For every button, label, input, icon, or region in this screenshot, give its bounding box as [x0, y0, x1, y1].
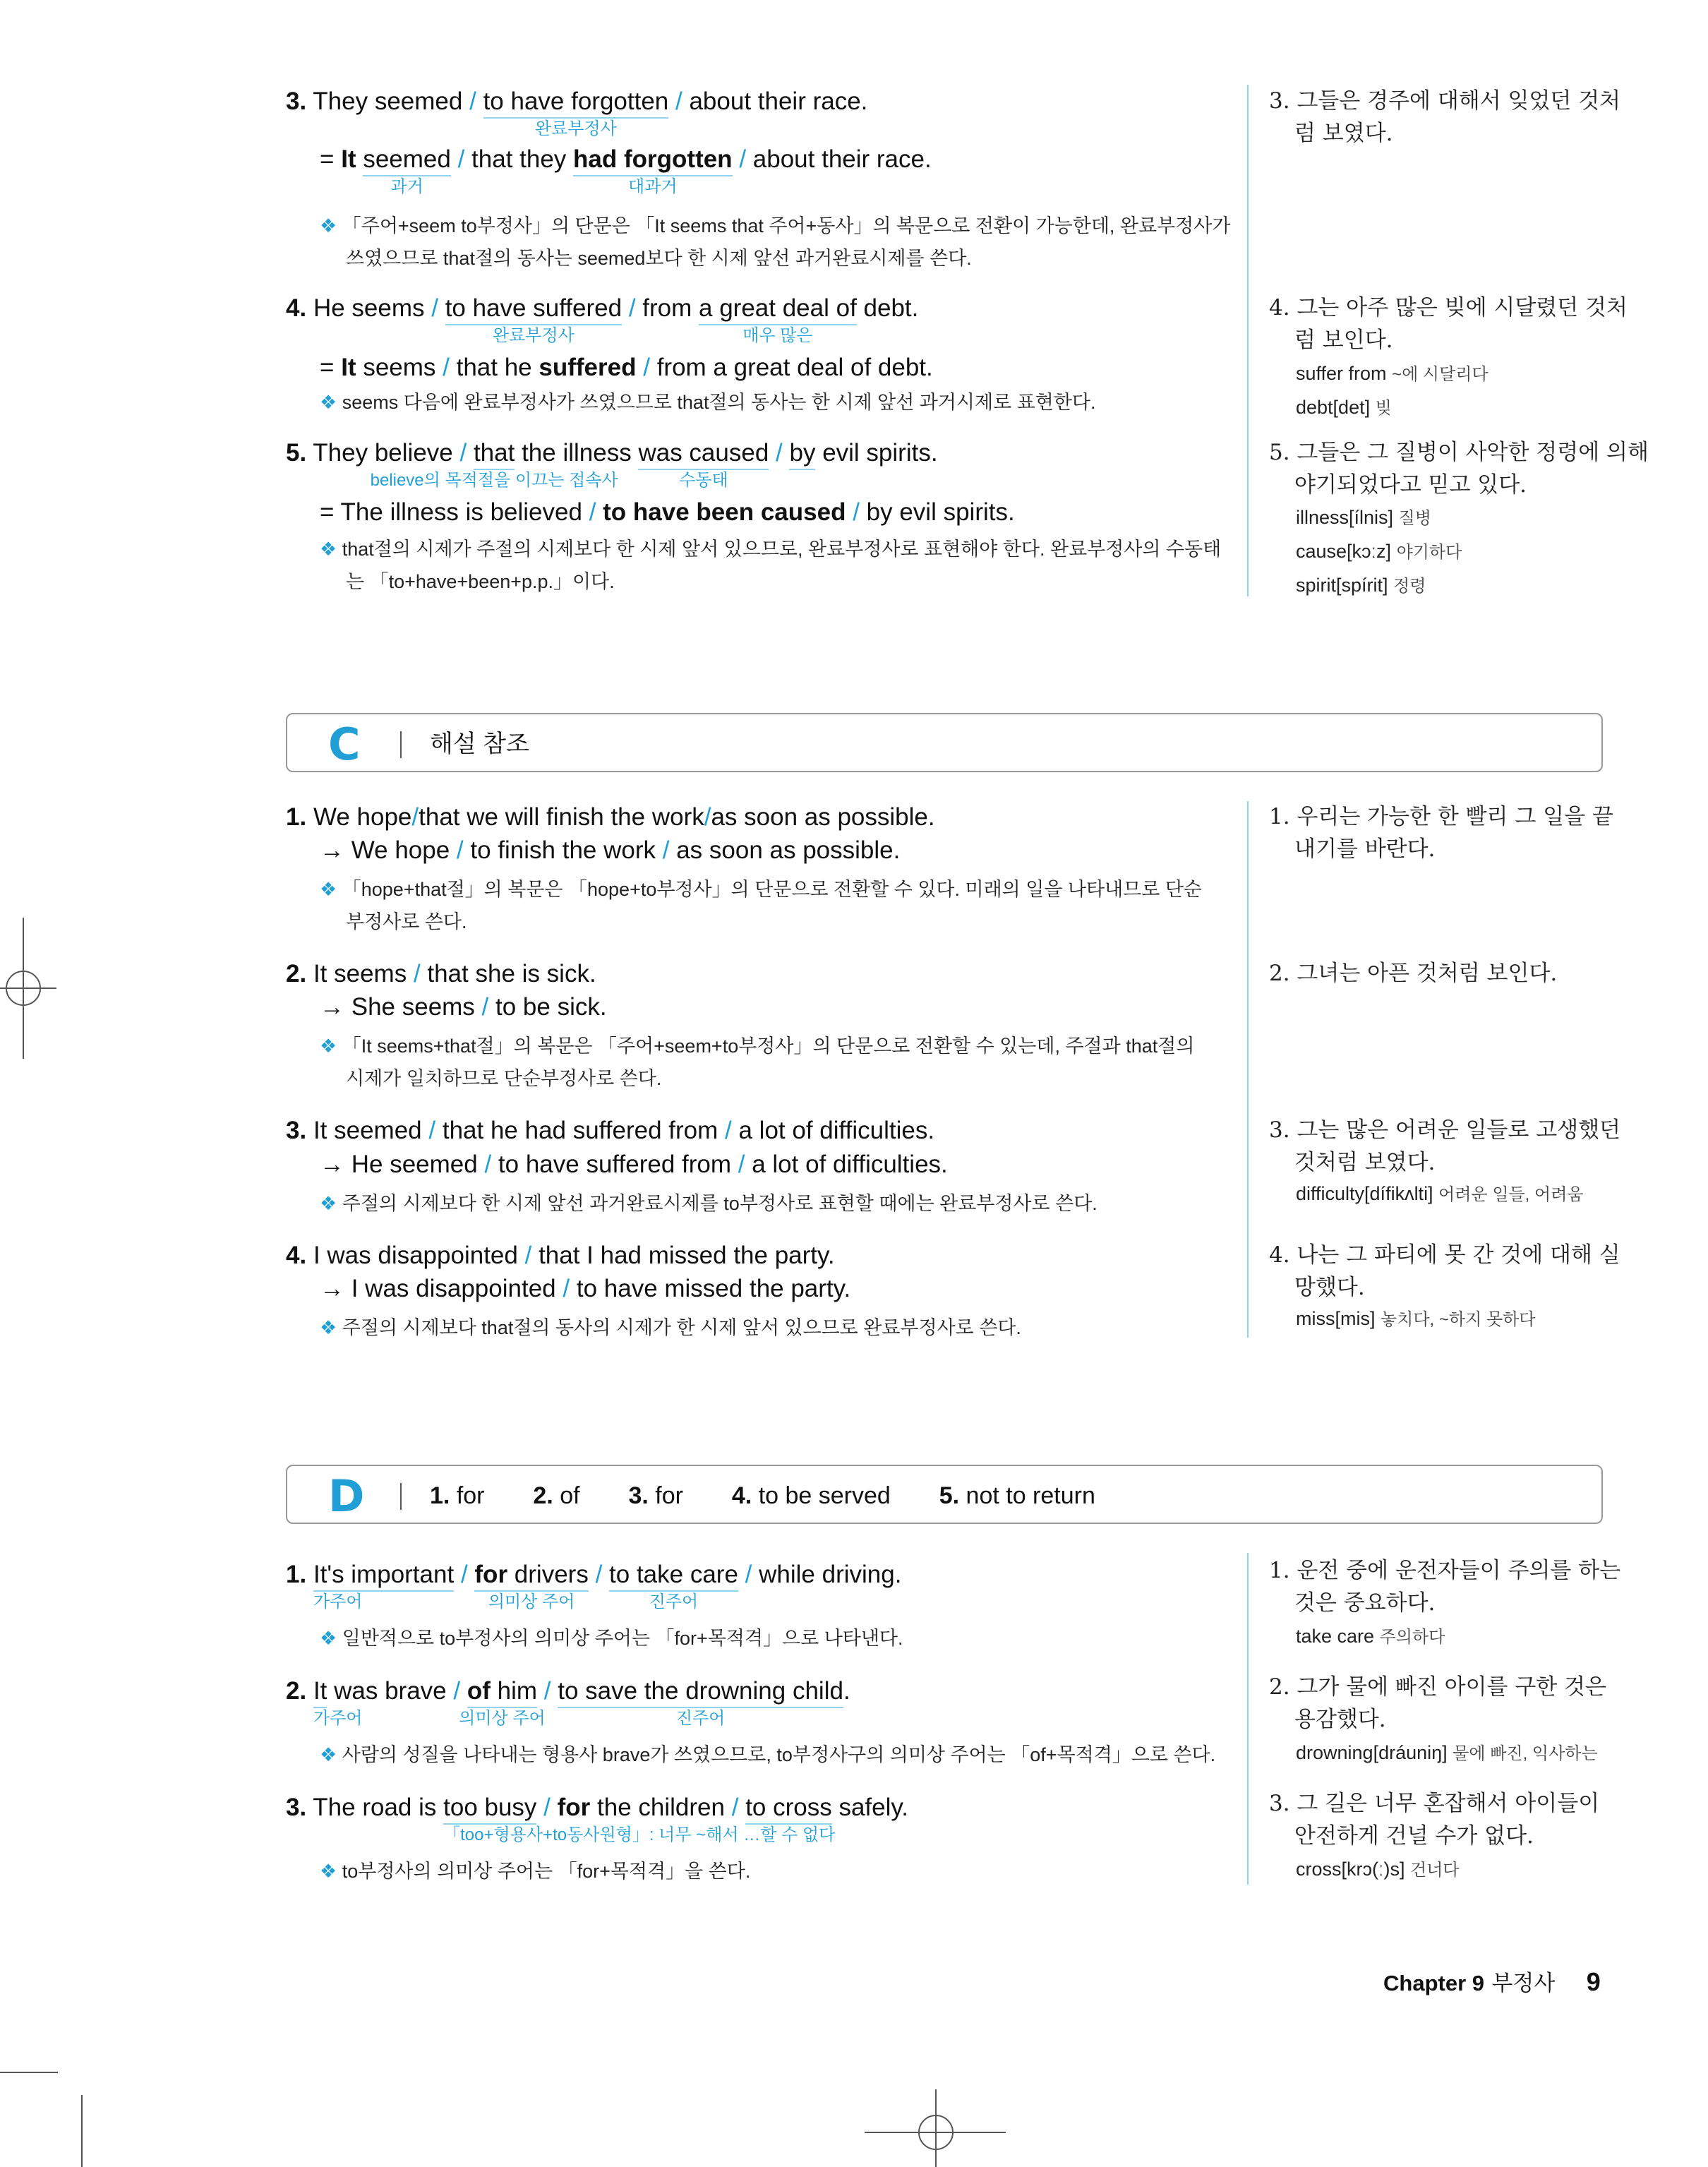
page-footer [1383, 1965, 1601, 1997]
c1-note: ❖ 「hope+that절」의 복문은 「hope+to부정사」의 단문으로 전환할 수 있다. 미래의 일을 나타내므로 단순 부정사로 쓴다. [320, 879, 1203, 932]
diamond-bullet-icon: ❖ [320, 1036, 337, 1057]
b4-note: ❖ seems 다음에 완료부정사가 쓰였으므로 that절의 동사는 한 시제 앞선 과거시제로 표현한다. [320, 392, 1096, 413]
item-number: 5. [286, 439, 307, 467]
underlined-phrase: was caused 수동태 [638, 439, 769, 490]
c4-translation: 4. 나는 그 파티에 못 간 것에 대해 실 망했다. [1269, 1242, 1620, 1300]
diamond-bullet-icon: ❖ [320, 215, 337, 236]
section-letter: D [328, 1470, 365, 1522]
section-letter: C [328, 719, 361, 770]
c2-line2: → She seems / to be sick. [320, 993, 607, 1021]
chapter-label: Chapter 9 [1383, 1971, 1484, 1995]
diamond-bullet-icon: ❖ [320, 1317, 337, 1338]
d1-translation: 1. 운전 중에 운전자들이 주의를 하는 것은 중요하다. [1269, 1558, 1621, 1616]
b4-line1: 4. He seems / to have suffered 완료부정사 / from a great deal of 매우 많은 debt. [286, 294, 919, 345]
d3-translation: 3. 그 길은 너무 혼잡해서 아이들이 안전하게 건널 수가 없다. [1269, 1791, 1600, 1849]
item-number: 3. [286, 88, 307, 115]
diamond-bullet-icon: ❖ [320, 1628, 337, 1649]
d1-line: 1. It's important 가주어 / for drivers 의미상 주어 / to take care 진주어 / while driving. [286, 1561, 902, 1611]
b3-note: ❖ 「주어+seem to부정사」의 단문은 「It seems that 주어+동사」의 복문으로 전환이 가능한데, 완료부정사가 쓰였으므로 that절의 동사는 seemed보다 한 시제 앞선 과거완료시제를 쓴다. [320, 215, 1231, 269]
diamond-bullet-icon: ❖ [320, 1744, 337, 1765]
divider [400, 731, 402, 758]
c2-translation: 2. 그녀는 아픈 것처럼 보인다. [1269, 961, 1558, 986]
registration-circle-icon [6, 971, 41, 1006]
d2-vocab: drowning[dráuniŋ] 물에 빠진, 익사하는 [1296, 1742, 1598, 1763]
column-divider-c [1247, 801, 1249, 1338]
column-divider-d [1247, 1553, 1249, 1885]
underlined-phrase: had forgotten 대과거 [573, 145, 733, 196]
b3-line1: 3. They seemed / to have forgotten 완료부정사 / about their race. [286, 88, 868, 138]
d1-vocab: take care 주의하다 [1296, 1626, 1445, 1647]
c1-translation: 1. 우리는 가능한 한 빨리 그 일을 끝 내기를 바란다. [1269, 804, 1613, 862]
underlined-phrase: a great deal of 매우 많은 [699, 294, 857, 345]
d2-translation: 2. 그가 물에 빠진 아이를 구한 것은 용감했다. [1269, 1674, 1606, 1732]
d2-note: ❖ 사람의 성질을 나타내는 형용사 brave가 쓰였으므로, to부정사구의 의미상 주어는 「of+목적격」으로 쓴다. [320, 1744, 1216, 1765]
underlined-phrase: to cross [745, 1794, 832, 1825]
underlined-phrase: seemed 과거 [363, 145, 451, 196]
d3-note: ❖ to부정사의 의미상 주어는 「for+목적격」을 쓴다. [320, 1861, 751, 1882]
c3-translation: 3. 그는 많은 어려운 일들로 고생했던 것처럼 보였다. [1269, 1117, 1621, 1175]
chapter-topic: 부정사 [1491, 1971, 1556, 1995]
b3-line2: = It seemed 과거 / that they had forgotten 대과거 / about their race. [320, 145, 932, 196]
c3-line2: → He seemed / to have suffered from / a lot of difficulties. [320, 1151, 948, 1178]
crop-mark [0, 2072, 58, 2073]
divider [400, 1483, 402, 1510]
diamond-bullet-icon: ❖ [320, 1193, 337, 1214]
section-d-header [286, 1465, 1603, 1524]
b5-vocab: illness[ílnis] 질병 cause[kɔːz] 야기하다 spirit[spírit] 정령 [1296, 507, 1462, 596]
b4-vocab: suffer from ~에 시달리다 debt[det] 빚 [1296, 363, 1489, 418]
b5-line1: 5. They believe / that believe의 목적절을 이끄는 접속사 the illness was caused 수동태 / by evil spirits. [286, 439, 938, 490]
answer-list: 1. for 2. of 3. for 4. to be served 5. not to return [430, 1482, 1095, 1509]
c2-line1: 2. It seems / that she is sick. [286, 960, 596, 988]
b5-note: ❖ that절의 시제가 주절의 시제보다 한 시제 앞서 있으므로, 완료부정사로 표현해야 한다. 완료부정사의 수동태 는 「to+have+been+p.p.」이다. [320, 539, 1222, 592]
b4-translation: 4. 그는 아주 많은 빚에 시달렸던 것처 럼 보인다. [1269, 295, 1628, 353]
underlined-phrase: to have suffered 완료부정사 [445, 294, 623, 345]
d3-line: 3. The road is too busy 「too+형용사+to동사원형」: 너무 ~해서 …할 수 없다 / for the children / to cross safely. [286, 1794, 909, 1844]
b5-translation: 5. 그들은 그 질병이 사악한 정령에 의해 야기되었다고 믿고 있다. [1269, 440, 1649, 498]
underlined-phrase: by [789, 439, 815, 470]
underlined-phrase: It 가주어 [313, 1677, 363, 1728]
crop-mark [81, 2095, 83, 2167]
c3-note: ❖ 주절의 시제보다 한 시제 앞선 과거완료시제를 to부정사로 표현할 때에는 완료부정사로 쓴다. [320, 1193, 1097, 1214]
underlined-phrase: to have forgotten 완료부정사 [483, 88, 669, 138]
underlined-phrase: that believe의 목적절을 이끄는 접속사 [370, 439, 618, 490]
registration-circle-icon [918, 2115, 954, 2150]
diamond-bullet-icon: ❖ [320, 392, 337, 413]
diamond-bullet-icon: ❖ [320, 879, 337, 900]
c1-line1: 1. We hope/that we will finish the work/as soon as possible. [286, 803, 935, 831]
b3-translation: 3. 그들은 경주에 대해서 잊었던 것처 럼 보였다. [1269, 88, 1621, 146]
c4-line1: 4. I was disappointed / that I had missed the party. [286, 1242, 835, 1269]
underlined-phrase: for drivers 의미상 주어 [474, 1561, 589, 1611]
underlined-phrase: to take care 진주어 [609, 1561, 738, 1611]
underlined-phrase: too busy 「too+형용사+to동사원형」: 너무 ~해서 …할 수 없다 [443, 1794, 836, 1844]
item-number: 4. [286, 294, 307, 322]
underlined-phrase: It's important 가주어 [313, 1561, 455, 1611]
c4-line2: → I was disappointed / to have missed the party. [320, 1275, 851, 1302]
d1-note: ❖ 일반적으로 to부정사의 의미상 주어는 「for+목적격」으로 나타낸다. [320, 1628, 903, 1649]
diamond-bullet-icon: ❖ [320, 539, 337, 560]
d2-line: 2. It 가주어 was brave / of him 의미상 주어 / to save the drowning child 진주어 . [286, 1677, 850, 1728]
c2-note: ❖ 「It seems+that절」의 복문은 「주어+seem+to부정사」의 단문으로 전환할 수 있는데, 주절과 that절의 시제가 일치하므로 단순부정사로 쓴다. [320, 1036, 1195, 1089]
underlined-phrase: of him 의미상 주어 [459, 1677, 546, 1728]
diamond-bullet-icon: ❖ [320, 1861, 337, 1882]
d3-vocab: cross[krɔ(ː)s] 건너다 [1296, 1859, 1460, 1880]
section-c-header [286, 713, 1603, 772]
c4-note: ❖ 주절의 시제보다 that절의 동사의 시제가 한 시제 앞서 있으므로 완료부정사로 쓴다. [320, 1317, 1021, 1338]
page-number: 9 [1586, 1967, 1601, 1996]
column-divider-b [1247, 85, 1249, 596]
c4-vocab: miss[mis] 놓치다, ~하지 못하다 [1296, 1308, 1536, 1329]
c3-vocab: difficulty[dífikʌlti] 어려운 일들, 어려움 [1296, 1183, 1584, 1204]
underlined-phrase: to save the drowning child 진주어 [558, 1677, 843, 1728]
c3-line1: 3. It seemed / that he had suffered from / a lot of difficulties. [286, 1117, 935, 1144]
section-header-text: 해설 참조 [430, 731, 529, 757]
b4-line2: = It seems / that he suffered / from a great deal of debt. [320, 354, 933, 381]
c1-line2: → We hope / to finish the work / as soon as possible. [320, 836, 901, 864]
b5-line2: = The illness is believed / to have been caused / by evil spirits. [320, 498, 1015, 526]
